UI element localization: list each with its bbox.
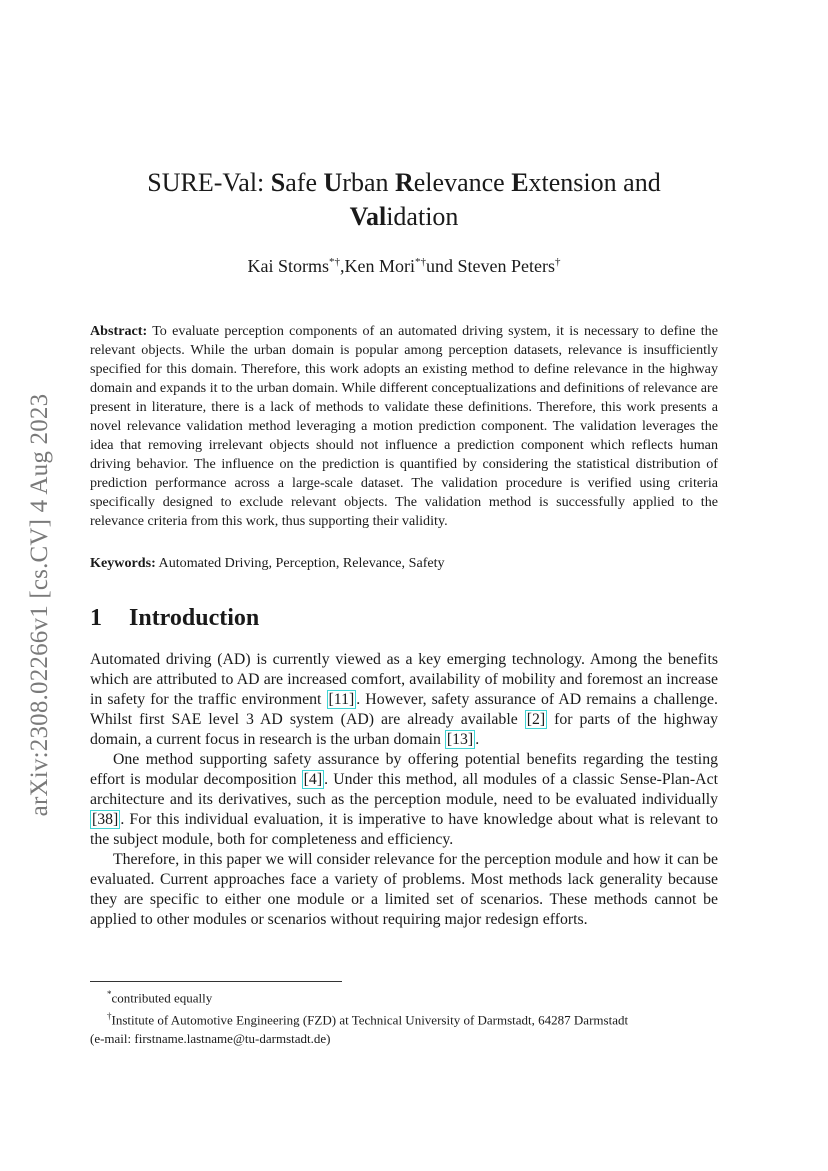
abstract-label: Abstract: <box>90 323 148 339</box>
citation-link[interactable]: [38] <box>92 811 119 828</box>
citation-link[interactable]: [11] <box>328 691 355 708</box>
section-number: 1 <box>90 605 102 631</box>
section-title: Introduction <box>129 605 260 631</box>
citation-link[interactable]: [2] <box>526 711 546 728</box>
section-heading <box>90 605 259 632</box>
citation-link[interactable]: [4] <box>303 771 323 788</box>
keywords-label: Keywords: <box>90 555 156 571</box>
footnote-2: †Institute of Automotive Engineering (FZD) at Technical University of Darmstadt, 64287 Darmstadt <box>107 1011 629 1028</box>
keywords <box>90 554 718 573</box>
abstract-text: To evaluate perception components of an automated driving system, it is necessary to define the relevant objects. While the urban domain is popular among perception datasets, relevance is insufficiently specified for this domain. Therefore, this work adopts an existing method to define relevance in the highway domain and expands it to the urban domain. While different conceptualizations and definitions of relevance are present in literature, there is a lack of methods to validate these definitions. Therefore, this work presents a novel relevance validation method leveraging a motion prediction component. The validation leverages the idea that removing irrelevant objects should not influence a prediction component which reflects human driving behavior. The influence on the prediction is quantified by considering the statistical distribution of prediction performance across a large-scale dataset. The validation procedure is verified using criteria specifically designed to exclude relevant objects. The validation method is successfully applied to the relevance criteria from this work, thus supporting their validity. <box>90 323 718 529</box>
arxiv-sidebar-identifier <box>24 365 56 845</box>
citation-link[interactable]: [13] <box>446 731 474 748</box>
footnote-1: *contributed equally <box>107 989 213 1006</box>
abstract <box>90 322 718 531</box>
footnote-email: (e-mail: firstname.lastname@tu-darmstadt.de) <box>90 1030 331 1046</box>
paragraph-3: Therefore, in this paper we will consider relevance for the perception module and how it can be evaluated. Current approaches face a variety of problems. Most methods lack generality because they are specific to either one module or a limited set of scenarios. These methods cannot be applied to other modules or scenarios without requiring major redesign efforts. <box>90 851 718 928</box>
introduction-body <box>90 650 718 930</box>
author-list: Kai Storms*†,Ken Mori*†und Steven Peters† <box>247 256 561 276</box>
paragraph-2: One method supporting safety assurance by offering potential benefits regarding the testing effort is modular decomposition [4] . Under this method, all modules of a classic Sense-Plan-Act architecture and its derivatives, such as the perception module, need to be evaluated individually [38] . For this individual evaluation, it is imperative to have knowledge about what is relevant to the subject module, both for completeness and efficiency. <box>90 751 718 848</box>
arxiv-id-text: arXiv:2308.02266v1 [cs.CV] 4 Aug 2023 <box>26 393 53 817</box>
footnotes <box>90 985 718 1048</box>
paragraph-1: Automated driving (AD) is currently viewed as a key emerging technology. Among the benefits which are attributed to AD are increased comfort, availability of mobility and foremost an increase in safety for the traffic environment [11] . However, safety assurance of AD remains a challenge. Whilst first SAE level 3 AD system (AD) are already available [2] for parts of the highway domain, a current focus in research is the urban domain [13] . <box>90 651 718 748</box>
keywords-text: Automated Driving, Perception, Relevance, Safety <box>158 555 445 571</box>
paper-title: SURE-Val: Safe Urban Relevance Extension and Validation <box>147 168 661 231</box>
footnote-divider <box>90 981 342 982</box>
